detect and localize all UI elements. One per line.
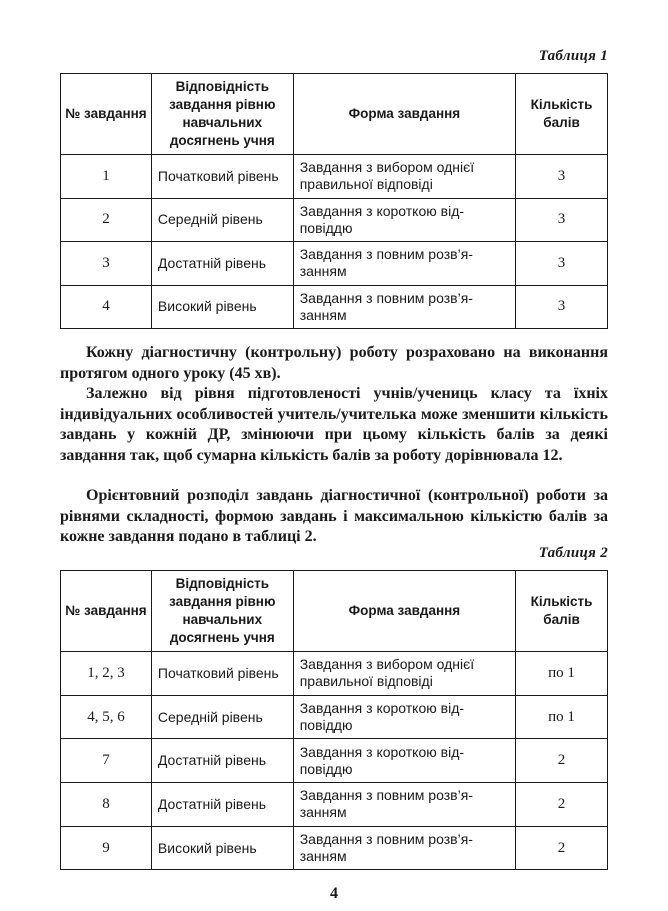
header-number: № завдання (61, 571, 152, 652)
header-score: Кількість балів (516, 74, 608, 155)
table-row (61, 739, 608, 783)
table-row (61, 242, 608, 286)
task-number: 4 (61, 285, 152, 329)
header-level: Відповідність завдання рівню навчальних досягнень учня (151, 571, 293, 652)
task-form: Завдання з короткою відповіддю (293, 739, 515, 783)
task-number: 7 (61, 739, 152, 783)
task-score: 3 (516, 285, 608, 329)
task-level: Початковий рівень (151, 652, 293, 696)
table-header-row (61, 74, 608, 155)
header-level: Відповідність завдання рівню навчальних досягнень учня (151, 74, 293, 155)
table2 (60, 570, 608, 870)
task-score: 3 (516, 198, 608, 242)
task-level: Достатній рівень (151, 242, 293, 286)
table-header-row (61, 571, 608, 652)
task-level: Середній рівень (151, 198, 293, 242)
task-level: Високий рівень (151, 826, 293, 870)
task-form: Завдання з вибором однієї правильної відповіді (293, 155, 515, 199)
paragraph-duration: Кожну діагностичну (контрольну) роботу розраховано на виконання протягом одного уроку (45 хв). (60, 344, 608, 382)
task-level: Достатній рівень (151, 739, 293, 783)
task-level: Початковий рівень (151, 155, 293, 199)
table1-caption: Таблиця 1 (538, 48, 608, 64)
task-number: 8 (61, 783, 152, 827)
task-form: Завдання з повним розв’язанням (293, 826, 515, 870)
task-number: 2 (61, 198, 152, 242)
task-number: 1 (61, 155, 152, 199)
task-score: 2 (516, 739, 608, 783)
table-row (61, 285, 608, 329)
table-row (61, 826, 608, 870)
task-number: 9 (61, 826, 152, 870)
task-number: 4, 5, 6 (61, 695, 152, 739)
task-form: Завдання з короткою відповіддю (293, 695, 515, 739)
task-level: Середній рівень (151, 695, 293, 739)
task-score: 3 (516, 242, 608, 286)
task-form: Завдання з повним розв’язанням (293, 783, 515, 827)
header-number: № завдання (61, 74, 152, 155)
task-level: Достатній рівень (151, 783, 293, 827)
task-form: Завдання з вибором однієї правильної відповіді (293, 652, 515, 696)
task-level: Високий рівень (151, 285, 293, 329)
task-score: 2 (516, 826, 608, 870)
header-form: Форма завдання (293, 571, 515, 652)
table-row (61, 652, 608, 696)
table-row (61, 695, 608, 739)
table-row (61, 198, 608, 242)
task-score: по 1 (516, 695, 608, 739)
table-row (61, 783, 608, 827)
task-form: Завдання з повним розв’язанням (293, 285, 515, 329)
task-form: Завдання з повним розв’язанням (293, 242, 515, 286)
task-form: Завдання з короткою відповіддю (293, 198, 515, 242)
page-number: 4 (330, 885, 338, 902)
paragraph-distribution: Орієнтовний розподіл завдань діагностичної (контрольної) роботи за рівнями складності, формою завдань і максимальною кількістю балів за кожне завдання подано в таблиці 2. (60, 487, 608, 545)
task-number: 3 (61, 242, 152, 286)
header-score: Кількість балів (516, 571, 608, 652)
table2-caption: Таблиця 2 (538, 545, 608, 561)
paragraph-adjustment: Залежно від рівня підготовленості учнів/учениць класу та їхніх індивідуальних особливостей учитель/учителька може зменшити кількість завдань у кожній ДР, змінюючи при цьому кількість балів за деякі завдання так, щоб сумарна кількість балів за роботу дорівнювала 12. (60, 385, 608, 464)
header-form: Форма завдання (293, 74, 515, 155)
task-score: по 1 (516, 652, 608, 696)
table-row (61, 155, 608, 199)
task-number: 1, 2, 3 (61, 652, 152, 696)
table1 (60, 73, 608, 329)
task-score: 3 (516, 155, 608, 199)
task-score: 2 (516, 783, 608, 827)
